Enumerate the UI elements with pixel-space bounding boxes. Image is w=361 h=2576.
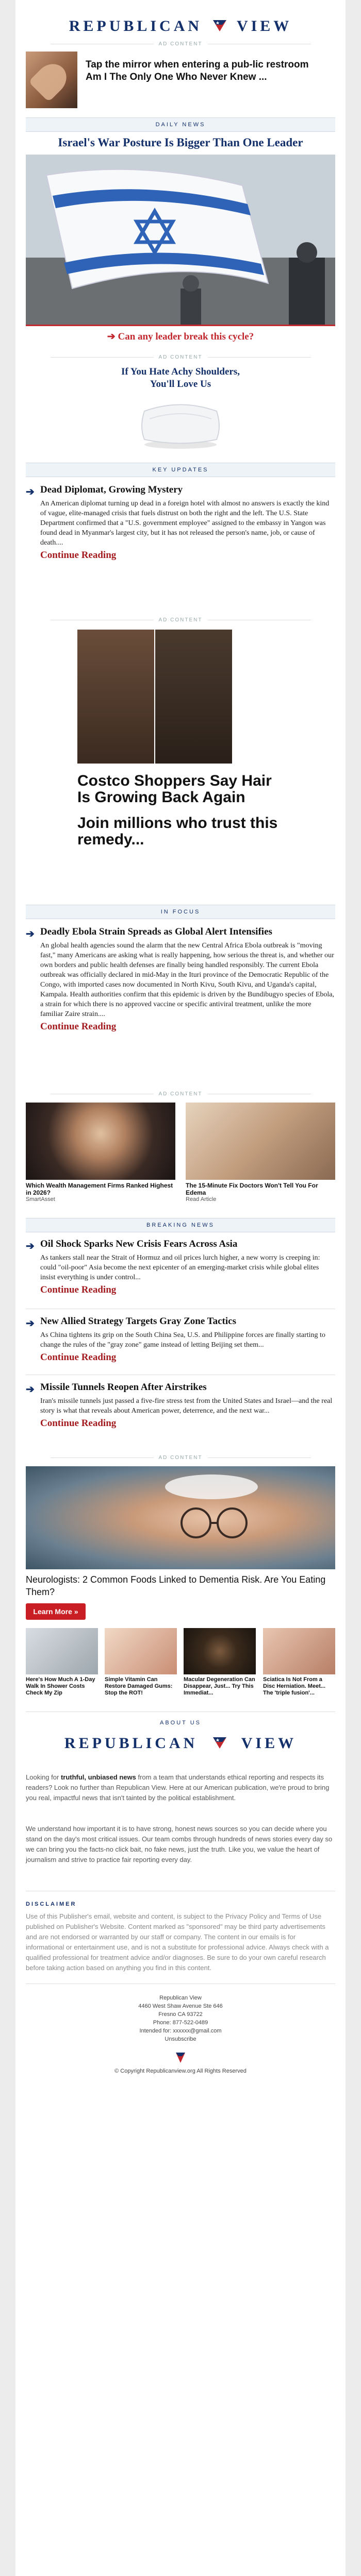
footer-flag-icon <box>175 2052 186 2064</box>
ad-content-label: AD CONTENT <box>15 1091 346 1097</box>
ad-card-wealth[interactable] <box>26 1103 175 1202</box>
ad-content-label: AD CONTENT <box>15 617 346 623</box>
ad-card-image[interactable] <box>26 1103 175 1180</box>
footer-intended: Intended for: xxxxxx@gmail.com <box>139 2028 222 2034</box>
section-daily-news: DAILY NEWS <box>26 117 335 132</box>
continue-reading-link[interactable]: Continue Reading <box>40 1021 117 1032</box>
hero-image-israel-flag[interactable] <box>26 155 335 325</box>
footer-copyright: © Copyright Republicanview.org All Rights Reserved <box>114 2068 247 2074</box>
about-paragraph-2: We understand how important it is to have strong, honest news sources so you can decide where you stand on the day's most critical issues. Our team combs through hundreds of news stories every day so we can bring you the facts-no click bait, no fake news, just the truth. Like you, we value the heart of journalism and strive to practice fair reporting every day. <box>26 1825 333 1863</box>
ad-card-image[interactable] <box>186 1103 335 1180</box>
ad-card[interactable] <box>263 1628 335 1697</box>
footer-address-2: Fresno CA 93722 <box>158 2011 203 2018</box>
ad-card[interactable] <box>105 1628 177 1697</box>
article-title[interactable]: Oil Shock Sparks New Crisis Fears Across Asia <box>40 1239 238 1249</box>
arrow-icon: ➔ <box>26 1384 35 1395</box>
ad-card-caption[interactable]: Here's How Much A 1-Day Walk In Shower Costs Check My Zip <box>26 1676 95 1696</box>
arrow-icon: ➔ <box>26 486 35 498</box>
ad-card-image[interactable] <box>263 1628 335 1674</box>
ad-card-edema[interactable] <box>186 1103 335 1202</box>
article-oil-shock <box>26 1239 335 1296</box>
footer <box>15 1994 346 2075</box>
section-key-updates: KEY UPDATES <box>26 463 335 477</box>
footer-name: Republican View <box>159 1995 202 2001</box>
continue-reading-link[interactable]: Continue Reading <box>40 550 117 561</box>
section-in-focus: IN FOCUS <box>26 905 335 919</box>
ad-mirror-image[interactable] <box>26 52 77 108</box>
ad-mirror-line1: Tap the mirror when entering a pub-lic restroom <box>86 59 309 70</box>
continue-reading-link[interactable]: Continue Reading <box>40 1418 117 1429</box>
ad-content-label: AD CONTENT <box>15 354 346 360</box>
continue-reading-link[interactable]: Continue Reading <box>40 1352 117 1363</box>
continue-reading-link[interactable]: Continue Reading <box>40 1284 117 1295</box>
glasses-illustration <box>26 1466 335 1569</box>
ad-card-image[interactable] <box>26 1628 98 1674</box>
brand-left: REPUBLICAN <box>69 18 203 35</box>
flag-logo-icon <box>212 1734 227 1750</box>
about-section-title: ABOUT US <box>159 1720 202 1726</box>
article-dead-diplomat <box>26 484 335 561</box>
flag-logo-icon <box>212 17 227 32</box>
article-missile-tunnels <box>26 1382 335 1429</box>
article-title[interactable]: Dead Diplomat, Growing Mystery <box>40 484 183 495</box>
article-title[interactable]: Deadly Ebola Strain Spreads as Global Alert Intensifies <box>40 926 272 937</box>
disclaimer-title: DISCLAIMER <box>26 1901 77 1907</box>
ad-pillow-line1: If You Hate Achy Shoulders, <box>121 366 240 377</box>
article-title[interactable]: New Allied Strategy Targets Gray Zone Tactics <box>40 1316 236 1327</box>
ad-pillow[interactable] <box>26 366 335 455</box>
ad-card-caption[interactable]: Sciatica Is Not From a Disc Herniation. Meet... The 'triple fusion'... <box>263 1676 326 1696</box>
section-breaking-news: BREAKING NEWS <box>26 1218 335 1232</box>
ad-card-source: Read Article <box>186 1196 217 1202</box>
brand-right: VIEW <box>241 1735 297 1752</box>
dementia-ad-image[interactable] <box>26 1466 335 1569</box>
hero-headline[interactable]: Israel's War Posture Is Bigger Than One Leader <box>58 136 303 149</box>
ad-content-label: AD CONTENT <box>15 41 346 47</box>
article-body: An global health agencies sound the alarm that the new Central Africa Ebola outbreak is "moving fast," many Americans are asking what is really happening, how serious the threat is, and whether our own borders and public health defenses are finally being handled responsibly. The current Ebola outbreak was officially declared in mid-May in the Ituri province of the Democratic Republic of the Congo, with imported cases now documented in North Kivu, South Kivu, and Uganda's capital, Kampala. Health authorities confirm that this epidemic is driven by the Bundibugyo species of Ebola, a strain for which there is no approved vaccine or specific antiviral treatment, unlike the more familiar Zaire strain.... <box>40 942 334 1018</box>
about-paragraph-1: Looking for truthful, unbiased news from a team that understands ethical reporting and respects its readers? Look no further than Republican View. Here at our American publication, we're proud to bring you real, impactful news that isn't tainted by the political establishment. <box>26 1773 330 1802</box>
ad-hair-line1: Costco Shoppers Say Hair Is Growing Back Again <box>77 772 272 806</box>
hair-before-after-image[interactable] <box>77 630 232 764</box>
ad-card-caption[interactable]: Simple Vitamin Can Restore Damaged Gums: Stop the ROT! <box>105 1676 173 1696</box>
pillow-image <box>134 396 227 452</box>
article-body: Iran's missile tunnels just passed a five-fire stress test from the United States and Israel—and the real story is what that reveals about American power, deterrence, and the next war... <box>40 1397 333 1415</box>
footer-address-1: 4460 West Shaw Avenue Ste 646 <box>138 2003 223 2009</box>
brand-left: REPUBLICAN <box>64 1735 198 1752</box>
about-logo <box>15 1734 346 1752</box>
ad-content-label: AD CONTENT <box>15 1455 346 1461</box>
article-body: An American diplomat turning up dead in a foreign hotel with almost no answers is exactly the kind of vague, elite-managed crisis that fuels distrust on both the right and the left. The U.S. State Department confirmed that a "U.S. government employee" assigned to the embassy in Yangon was found dead in Myanmar's largest city, but it has not released the person's name, job, or cause of death.... <box>40 500 330 547</box>
disclaimer-text: Use of this Publisher's email, website and content, is subject to the Privacy Policy and Terms of Use published on Publisher's Website. Content marked as "sponsored" may be third party advertisements and are not endorsed or warranted by our staff or company. The content in our emails is for informational or entertainment use, and is not a substitute for professional advice. Always check with a qualified professional for treatment advice and/or diagnoses. Be sure to do your own careful research before taking action based on anything you find in this content. <box>26 1912 329 1972</box>
ad-mirror-text[interactable] <box>86 59 335 83</box>
article-body: As China tightens its grip on the South China Sea, U.S. and Philippine forces are finally starting to change the rules of the "gray zone" game instead of letting Beijing set them... <box>40 1331 325 1349</box>
ad-pillow-line2: You'll Love Us <box>150 379 211 389</box>
ad-card-caption[interactable]: Macular Degeneration Can Disappear, Just... Try This Immediat... <box>184 1676 255 1696</box>
hero-subline-link[interactable]: ➔ Can any leader break this cycle? <box>107 331 254 342</box>
learn-more-button[interactable]: Learn More » <box>26 1603 86 1620</box>
footer-phone: Phone: 877-522-0489 <box>153 2020 208 2026</box>
dementia-ad-headline[interactable]: Neurologists: 2 Common Foods Linked to Dementia Risk. Are You Eating Them? <box>26 1574 326 1597</box>
article-ebola <box>26 926 335 1032</box>
ad-mirror[interactable] <box>26 52 335 108</box>
divider <box>26 1711 335 1712</box>
ad-card[interactable] <box>184 1628 256 1697</box>
arrow-icon: ➔ <box>26 1318 35 1329</box>
article-gray-zone <box>26 1316 335 1363</box>
ad-two-up <box>26 1103 335 1200</box>
ad-card-caption[interactable]: Which Wealth Management Firms Ranked Highest in 2026? <box>26 1182 173 1196</box>
brand-right: VIEW <box>236 18 292 35</box>
arrow-icon: ➔ <box>26 928 35 940</box>
ad-card-image[interactable] <box>105 1628 177 1674</box>
article-title[interactable]: Missile Tunnels Reopen After Airstrikes <box>40 1382 207 1393</box>
arrow-icon: ➔ <box>26 1241 35 1252</box>
unsubscribe-link[interactable]: Unsubscribe <box>165 2036 196 2042</box>
ad-card-image[interactable] <box>184 1628 256 1674</box>
ad-card-source: SmartAsset <box>26 1196 55 1202</box>
israel-flag-illustration <box>26 155 335 325</box>
ad-card-caption[interactable]: The 15-Minute Fix Doctors Won't Tell You For Edema <box>186 1182 318 1196</box>
ad-hair[interactable] <box>77 630 284 848</box>
masthead[interactable] <box>15 13 346 39</box>
ad-hair-line2: Join millions who trust this remedy... <box>77 815 278 848</box>
ad-mirror-line2: Am I The Only One Who Never Knew ... <box>86 72 267 82</box>
ad-card[interactable] <box>26 1628 98 1697</box>
hero-divider <box>26 325 335 326</box>
article-body: As tankers stall near the Strait of Hormuz and oil prices lurch higher, a new worry is creeping in: could "oil-poor" Asia become the next epicenter of an emerging-market crisis while global elites insist everything is under control... <box>40 1254 320 1281</box>
email-body <box>15 0 346 2576</box>
